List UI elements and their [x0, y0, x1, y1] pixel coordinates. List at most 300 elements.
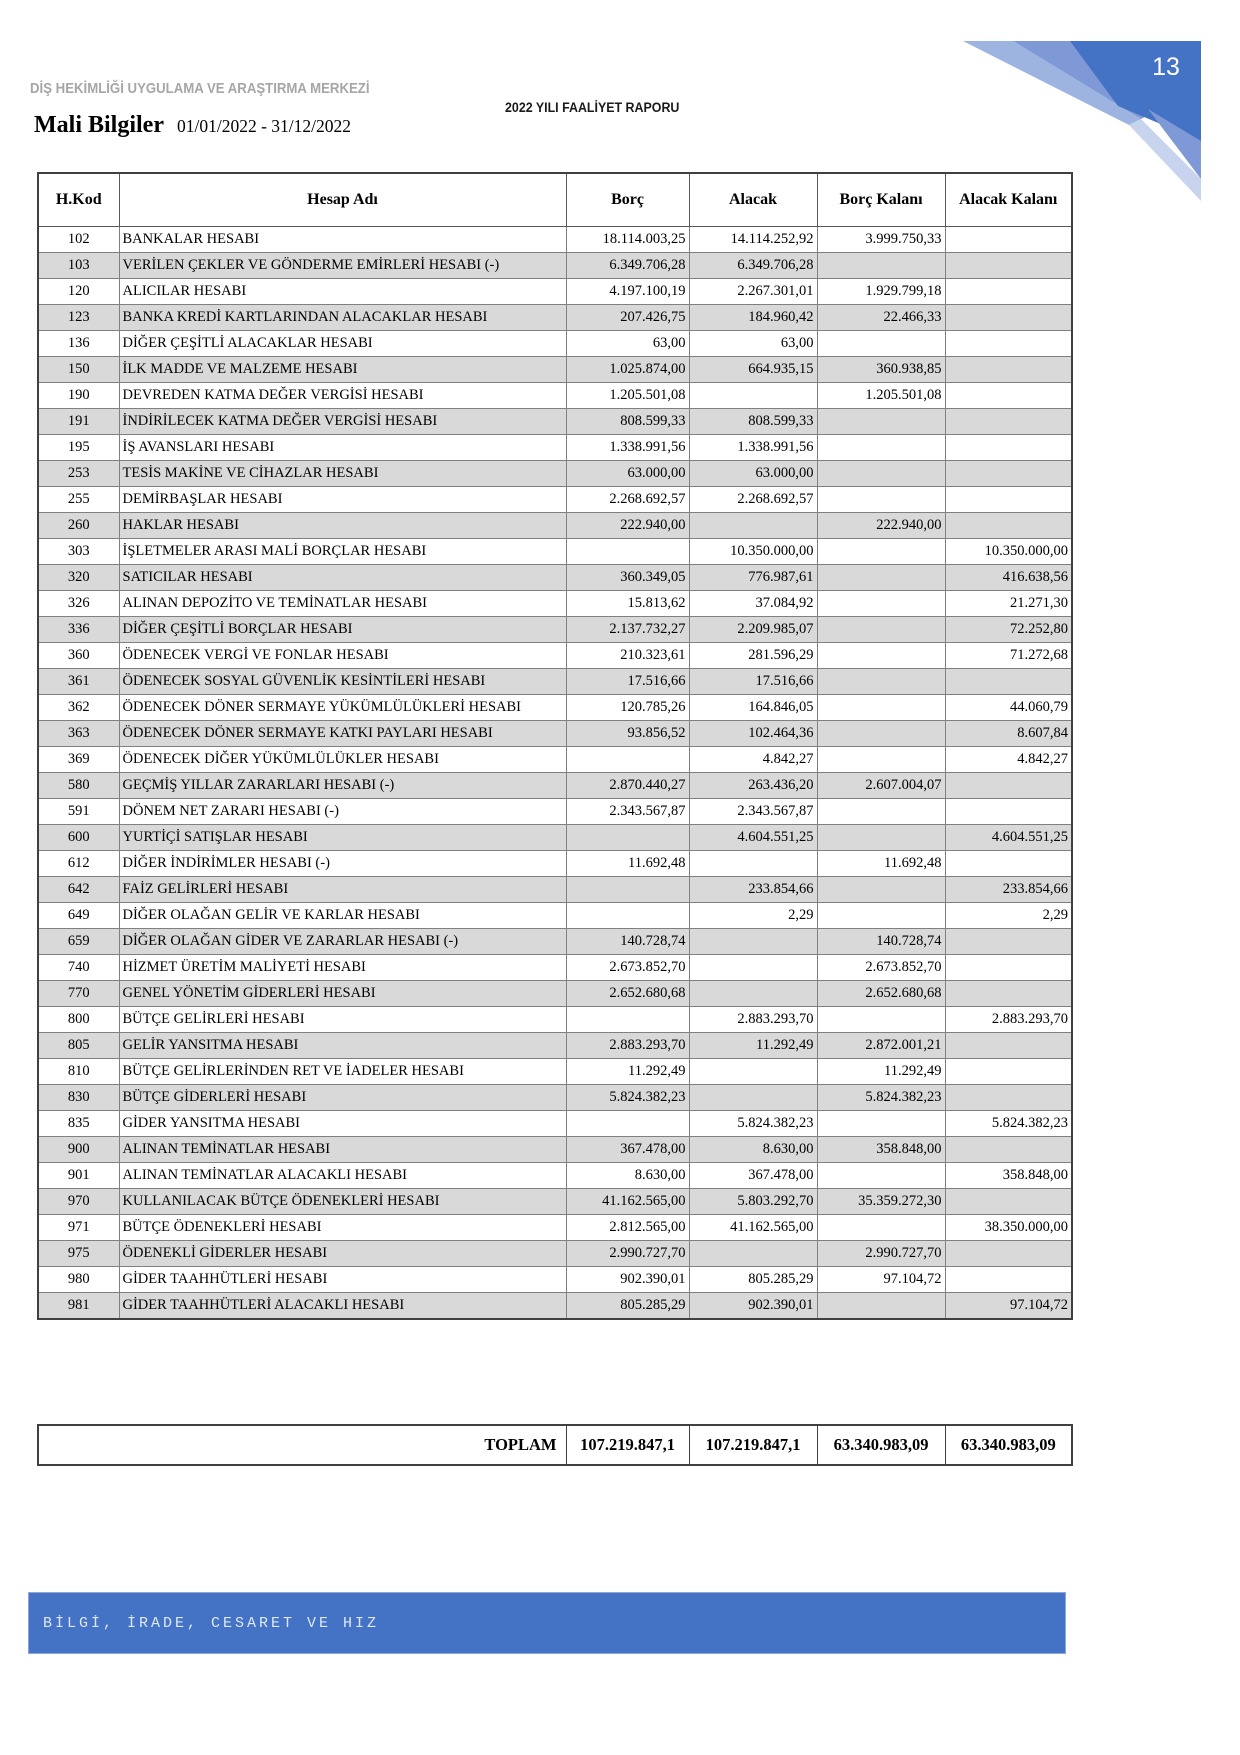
account-name: BÜTÇE GİDERLERİ HESABI: [119, 1085, 566, 1111]
borc-cell: 2.883.293,70: [566, 1033, 689, 1059]
borc-cell: 222.940,00: [566, 513, 689, 539]
borc-kalani-cell: [817, 1215, 945, 1241]
alacak-cell: 902.390,01: [689, 1293, 817, 1320]
borc-kalani-cell: 11.692,48: [817, 851, 945, 877]
borc-kalani-cell: [817, 461, 945, 487]
borc-cell: 2.673.852,70: [566, 955, 689, 981]
total-borc: 107.219.847,1: [566, 1425, 689, 1465]
alacak-cell: 2.343.567,87: [689, 799, 817, 825]
account-name: BANKALAR HESABI: [119, 227, 566, 253]
alacak-cell: 8.630,00: [689, 1137, 817, 1163]
alacak-kalani-cell: [945, 487, 1072, 513]
borc-kalani-cell: [817, 331, 945, 357]
accounts-table-body: [38, 227, 1072, 1320]
borc-kalani-cell: 22.466,33: [817, 305, 945, 331]
borc-kalani-cell: [817, 1111, 945, 1137]
account-name: ALICILAR HESABI: [119, 279, 566, 305]
table-row: [38, 1137, 1072, 1163]
alacak-cell: 664.935,15: [689, 357, 817, 383]
account-code: 303: [38, 539, 119, 565]
borc-cell: 11.292,49: [566, 1059, 689, 1085]
account-name: VERİLEN ÇEKLER VE GÖNDERME EMİRLERİ HESABI (-): [119, 253, 566, 279]
total-alacak-kalani: 63.340.983,09: [945, 1425, 1072, 1465]
table-row: [38, 1033, 1072, 1059]
table-row: [38, 1267, 1072, 1293]
borc-kalani-cell: 2.673.852,70: [817, 955, 945, 981]
borc-kalani-cell: 2.652.680,68: [817, 981, 945, 1007]
account-name: ALINAN TEMİNATLAR ALACAKLI HESABI: [119, 1163, 566, 1189]
column-header-0: H.Kod: [38, 173, 119, 227]
borc-cell: 2.990.727,70: [566, 1241, 689, 1267]
borc-kalani-cell: [817, 695, 945, 721]
table-row: [38, 565, 1072, 591]
borc-kalani-cell: [817, 1163, 945, 1189]
accounts-header-row: [38, 173, 1072, 227]
account-name: ÖDENECEK DİĞER YÜKÜMLÜLÜKLER HESABI: [119, 747, 566, 773]
account-code: 591: [38, 799, 119, 825]
borc-cell: 210.323,61: [566, 643, 689, 669]
account-name: SATICILAR HESABI: [119, 565, 566, 591]
alacak-cell: [689, 929, 817, 955]
borc-cell: [566, 903, 689, 929]
table-row: [38, 747, 1072, 773]
alacak-kalani-cell: 38.350.000,00: [945, 1215, 1072, 1241]
alacak-cell: 805.285,29: [689, 1267, 817, 1293]
account-name: YURTİÇİ SATIŞLAR HESABI: [119, 825, 566, 851]
account-code: 103: [38, 253, 119, 279]
alacak-cell: [689, 1241, 817, 1267]
borc-kalani-cell: [817, 253, 945, 279]
table-row: [38, 539, 1072, 565]
alacak-kalani-cell: [945, 955, 1072, 981]
account-code: 600: [38, 825, 119, 851]
account-code: 770: [38, 981, 119, 1007]
table-row: [38, 1293, 1072, 1320]
account-code: 900: [38, 1137, 119, 1163]
alacak-cell: 5.824.382,23: [689, 1111, 817, 1137]
borc-kalani-cell: 358.848,00: [817, 1137, 945, 1163]
account-code: 326: [38, 591, 119, 617]
account-code: 830: [38, 1085, 119, 1111]
alacak-kalani-cell: [945, 1085, 1072, 1111]
alacak-kalani-cell: [945, 1241, 1072, 1267]
alacak-kalani-cell: [945, 851, 1072, 877]
borc-cell: 63.000,00: [566, 461, 689, 487]
account-code: 260: [38, 513, 119, 539]
table-row: [38, 1215, 1072, 1241]
table-row: [38, 1085, 1072, 1111]
alacak-cell: 14.114.252,92: [689, 227, 817, 253]
alacak-cell: [689, 981, 817, 1007]
borc-cell: 120.785,26: [566, 695, 689, 721]
alacak-cell: [689, 1085, 817, 1111]
total-alacak: 107.219.847,1: [689, 1425, 817, 1465]
account-name: DİĞER ÇEŞİTLİ ALACAKLAR HESABI: [119, 331, 566, 357]
table-row: [38, 409, 1072, 435]
alacak-cell: 184.960,42: [689, 305, 817, 331]
account-code: 336: [38, 617, 119, 643]
account-name: DİĞER İNDİRİMLER HESABI (-): [119, 851, 566, 877]
account-name: BÜTÇE GELİRLERİ HESABI: [119, 1007, 566, 1033]
borc-cell: 93.856,52: [566, 721, 689, 747]
account-code: 659: [38, 929, 119, 955]
alacak-kalani-cell: [945, 383, 1072, 409]
alacak-cell: 10.350.000,00: [689, 539, 817, 565]
account-name: DÖNEM NET ZARARI HESABI (-): [119, 799, 566, 825]
borc-cell: 15.813,62: [566, 591, 689, 617]
alacak-kalani-cell: 2.883.293,70: [945, 1007, 1072, 1033]
total-borc-kalani: 63.340.983,09: [817, 1425, 945, 1465]
alacak-cell: 263.436,20: [689, 773, 817, 799]
borc-kalani-cell: 5.824.382,23: [817, 1085, 945, 1111]
borc-cell: 6.349.706,28: [566, 253, 689, 279]
table-row: [38, 591, 1072, 617]
table-row: [38, 227, 1072, 253]
table-row: [38, 669, 1072, 695]
account-name: GEÇMİŞ YILLAR ZARARLARI HESABI (-): [119, 773, 566, 799]
borc-kalani-cell: 97.104,72: [817, 1267, 945, 1293]
alacak-cell: 63,00: [689, 331, 817, 357]
borc-kalani-cell: [817, 877, 945, 903]
account-code: 970: [38, 1189, 119, 1215]
borc-kalani-cell: [817, 747, 945, 773]
section-title-row: [34, 112, 351, 139]
account-code: 612: [38, 851, 119, 877]
account-name: DEMİRBAŞLAR HESABI: [119, 487, 566, 513]
column-header-5: Alacak Kalanı: [945, 173, 1072, 227]
report-title: 2022 YILI FAALİYET RAPORU: [505, 100, 680, 115]
account-code: 980: [38, 1267, 119, 1293]
alacak-kalani-cell: [945, 1267, 1072, 1293]
table-row: [38, 955, 1072, 981]
account-name: İŞLETMELER ARASI MALİ BORÇLAR HESABI: [119, 539, 566, 565]
borc-cell: 18.114.003,25: [566, 227, 689, 253]
borc-kalani-cell: 11.292,49: [817, 1059, 945, 1085]
account-code: 369: [38, 747, 119, 773]
borc-kalani-cell: [817, 1007, 945, 1033]
alacak-kalani-cell: [945, 357, 1072, 383]
alacak-cell: 808.599,33: [689, 409, 817, 435]
borc-kalani-cell: 140.728,74: [817, 929, 945, 955]
alacak-cell: 6.349.706,28: [689, 253, 817, 279]
alacak-cell: 233.854,66: [689, 877, 817, 903]
total-label: TOPLAM: [38, 1425, 566, 1465]
org-title: DİŞ HEKİMLİĞİ UYGULAMA VE ARAŞTIRMA MERKEZİ: [30, 80, 370, 97]
borc-cell: [566, 1007, 689, 1033]
alacak-kalani-cell: [945, 279, 1072, 305]
borc-cell: 2.343.567,87: [566, 799, 689, 825]
alacak-kalani-cell: 4.604.551,25: [945, 825, 1072, 851]
account-name: GELİR YANSITMA HESABI: [119, 1033, 566, 1059]
account-code: 362: [38, 695, 119, 721]
table-row: [38, 1007, 1072, 1033]
table-row: [38, 799, 1072, 825]
alacak-cell: [689, 383, 817, 409]
account-name: GENEL YÖNETİM GİDERLERİ HESABI: [119, 981, 566, 1007]
alacak-kalani-cell: 44.060,79: [945, 695, 1072, 721]
table-row: [38, 461, 1072, 487]
alacak-cell: 2,29: [689, 903, 817, 929]
alacak-kalani-cell: 72.252,80: [945, 617, 1072, 643]
table-row: [38, 617, 1072, 643]
alacak-cell: 17.516,66: [689, 669, 817, 695]
total-row: [38, 1425, 1072, 1465]
alacak-kalani-cell: [945, 435, 1072, 461]
table-row: [38, 487, 1072, 513]
borc-kalani-cell: [817, 825, 945, 851]
account-code: 810: [38, 1059, 119, 1085]
account-name: GİDER TAAHHÜTLERİ ALACAKLI HESABI: [119, 1293, 566, 1320]
borc-kalani-cell: [817, 539, 945, 565]
borc-kalani-cell: [817, 591, 945, 617]
account-name: BÜTÇE GELİRLERİNDEN RET VE İADELER HESABI: [119, 1059, 566, 1085]
account-code: 835: [38, 1111, 119, 1137]
alacak-kalani-cell: 10.350.000,00: [945, 539, 1072, 565]
account-name: ÖDENEKLİ GİDERLER HESABI: [119, 1241, 566, 1267]
account-name: DİĞER OLAĞAN GELİR VE KARLAR HESABI: [119, 903, 566, 929]
account-code: 102: [38, 227, 119, 253]
account-code: 190: [38, 383, 119, 409]
account-code: 253: [38, 461, 119, 487]
alacak-cell: 63.000,00: [689, 461, 817, 487]
table-row: [38, 279, 1072, 305]
total-table: [37, 1424, 1073, 1466]
alacak-kalani-cell: [945, 305, 1072, 331]
account-name: BANKA KREDİ KARTLARINDAN ALACAKLAR HESABI: [119, 305, 566, 331]
account-code: 981: [38, 1293, 119, 1320]
borc-cell: 360.349,05: [566, 565, 689, 591]
alacak-kalani-cell: [945, 669, 1072, 695]
borc-cell: 808.599,33: [566, 409, 689, 435]
alacak-cell: [689, 955, 817, 981]
table-row: [38, 773, 1072, 799]
alacak-kalani-cell: [945, 253, 1072, 279]
borc-kalani-cell: 2.990.727,70: [817, 1241, 945, 1267]
column-header-3: Alacak: [689, 173, 817, 227]
borc-cell: [566, 539, 689, 565]
alacak-kalani-cell: [945, 331, 1072, 357]
alacak-cell: 5.803.292,70: [689, 1189, 817, 1215]
borc-cell: 1.025.874,00: [566, 357, 689, 383]
account-name: TESİS MAKİNE VE CİHAZLAR HESABI: [119, 461, 566, 487]
alacak-cell: [689, 851, 817, 877]
alacak-cell: 776.987,61: [689, 565, 817, 591]
account-name: İNDİRİLECEK KATMA DEĞER VERGİSİ HESABI: [119, 409, 566, 435]
alacak-cell: [689, 513, 817, 539]
borc-kalani-cell: [817, 721, 945, 747]
borc-cell: 367.478,00: [566, 1137, 689, 1163]
table-row: [38, 1059, 1072, 1085]
account-name: DİĞER OLAĞAN GİDER VE ZARARLAR HESABI (-): [119, 929, 566, 955]
account-code: 901: [38, 1163, 119, 1189]
account-name: GİDER YANSITMA HESABI: [119, 1111, 566, 1137]
alacak-cell: [689, 1059, 817, 1085]
account-name: DİĞER ÇEŞİTLİ BORÇLAR HESABI: [119, 617, 566, 643]
account-code: 580: [38, 773, 119, 799]
table-row: [38, 513, 1072, 539]
borc-kalani-cell: 2.607.004,07: [817, 773, 945, 799]
account-code: 642: [38, 877, 119, 903]
alacak-kalani-cell: 21.271,30: [945, 591, 1072, 617]
alacak-cell: 2.267.301,01: [689, 279, 817, 305]
column-header-2: Borç: [566, 173, 689, 227]
borc-cell: 805.285,29: [566, 1293, 689, 1320]
footer-motto: BİLGİ, İRADE, CESARET VE HIZ: [43, 1614, 380, 1632]
borc-cell: [566, 825, 689, 851]
account-name: GİDER TAAHHÜTLERİ HESABI: [119, 1267, 566, 1293]
borc-kalani-cell: 1.929.799,18: [817, 279, 945, 305]
alacak-kalani-cell: [945, 461, 1072, 487]
borc-cell: [566, 1111, 689, 1137]
alacak-cell: 2.268.692,57: [689, 487, 817, 513]
alacak-kalani-cell: [945, 773, 1072, 799]
borc-cell: 63,00: [566, 331, 689, 357]
table-row: [38, 331, 1072, 357]
account-code: 649: [38, 903, 119, 929]
alacak-kalani-cell: [945, 227, 1072, 253]
alacak-cell: 37.084,92: [689, 591, 817, 617]
borc-cell: 1.205.501,08: [566, 383, 689, 409]
account-name: ÖDENECEK SOSYAL GÜVENLİK KESİNTİLERİ HESABI: [119, 669, 566, 695]
table-row: [38, 383, 1072, 409]
account-code: 805: [38, 1033, 119, 1059]
borc-cell: 8.630,00: [566, 1163, 689, 1189]
table-row: [38, 1189, 1072, 1215]
account-code: 361: [38, 669, 119, 695]
alacak-kalani-cell: 4.842,27: [945, 747, 1072, 773]
table-row: [38, 695, 1072, 721]
account-name: KULLANILACAK BÜTÇE ÖDENEKLERİ HESABI: [119, 1189, 566, 1215]
account-name: HİZMET ÜRETİM MALİYETİ HESABI: [119, 955, 566, 981]
borc-kalani-cell: [817, 669, 945, 695]
borc-cell: 2.870.440,27: [566, 773, 689, 799]
alacak-kalani-cell: 233.854,66: [945, 877, 1072, 903]
alacak-kalani-cell: 358.848,00: [945, 1163, 1072, 1189]
account-code: 363: [38, 721, 119, 747]
borc-cell: 2.652.680,68: [566, 981, 689, 1007]
borc-kalani-cell: [817, 903, 945, 929]
alacak-cell: 4.604.551,25: [689, 825, 817, 851]
borc-cell: 2.812.565,00: [566, 1215, 689, 1241]
borc-kalani-cell: [817, 643, 945, 669]
account-code: 191: [38, 409, 119, 435]
account-code: 800: [38, 1007, 119, 1033]
account-name: ÖDENECEK VERGİ VE FONLAR HESABI: [119, 643, 566, 669]
account-code: 255: [38, 487, 119, 513]
alacak-kalani-cell: 2,29: [945, 903, 1072, 929]
alacak-cell: 11.292,49: [689, 1033, 817, 1059]
table-row: [38, 1241, 1072, 1267]
page-number: 13: [1152, 53, 1180, 81]
borc-cell: 4.197.100,19: [566, 279, 689, 305]
footer-banner: [28, 1592, 1066, 1654]
borc-cell: 11.692,48: [566, 851, 689, 877]
accounts-table: [37, 172, 1073, 1320]
date-range: 01/01/2022 - 31/12/2022: [176, 116, 352, 136]
account-code: 740: [38, 955, 119, 981]
table-row: [38, 1111, 1072, 1137]
column-header-1: Hesap Adı: [119, 173, 566, 227]
table-row: [38, 305, 1072, 331]
table-row: [38, 877, 1072, 903]
alacak-kalani-cell: 416.638,56: [945, 565, 1072, 591]
alacak-cell: 1.338.991,56: [689, 435, 817, 461]
borc-cell: 41.162.565,00: [566, 1189, 689, 1215]
alacak-cell: 2.883.293,70: [689, 1007, 817, 1033]
borc-cell: 5.824.382,23: [566, 1085, 689, 1111]
account-name: İLK MADDE VE MALZEME HESABI: [119, 357, 566, 383]
account-code: 123: [38, 305, 119, 331]
alacak-cell: 164.846,05: [689, 695, 817, 721]
alacak-cell: 2.209.985,07: [689, 617, 817, 643]
table-row: [38, 357, 1072, 383]
table-row: [38, 643, 1072, 669]
borc-kalani-cell: 2.872.001,21: [817, 1033, 945, 1059]
account-code: 195: [38, 435, 119, 461]
table-row: [38, 851, 1072, 877]
table-row: [38, 981, 1072, 1007]
borc-kalani-cell: [817, 617, 945, 643]
borc-cell: 207.426,75: [566, 305, 689, 331]
alacak-kalani-cell: [945, 1189, 1072, 1215]
borc-kalani-cell: 222.940,00: [817, 513, 945, 539]
account-code: 136: [38, 331, 119, 357]
account-name: ALINAN DEPOZİTO VE TEMİNATLAR HESABI: [119, 591, 566, 617]
borc-cell: [566, 747, 689, 773]
account-code: 360: [38, 643, 119, 669]
borc-kalani-cell: [817, 799, 945, 825]
alacak-kalani-cell: 71.272,68: [945, 643, 1072, 669]
alacak-cell: 367.478,00: [689, 1163, 817, 1189]
account-name: İŞ AVANSLARI HESABI: [119, 435, 566, 461]
account-name: FAİZ GELİRLERİ HESABI: [119, 877, 566, 903]
account-code: 150: [38, 357, 119, 383]
borc-kalani-cell: [817, 1293, 945, 1320]
account-code: 971: [38, 1215, 119, 1241]
alacak-kalani-cell: 8.607,84: [945, 721, 1072, 747]
account-name: DEVREDEN KATMA DEĞER VERGİSİ HESABI: [119, 383, 566, 409]
alacak-kalani-cell: 97.104,72: [945, 1293, 1072, 1320]
borc-cell: 2.137.732,27: [566, 617, 689, 643]
table-row: [38, 1163, 1072, 1189]
alacak-kalani-cell: 5.824.382,23: [945, 1111, 1072, 1137]
accounts-table-header: [38, 173, 1072, 227]
table-row: [38, 929, 1072, 955]
borc-kalani-cell: [817, 435, 945, 461]
borc-cell: [566, 877, 689, 903]
borc-cell: 902.390,01: [566, 1267, 689, 1293]
table-row: [38, 435, 1072, 461]
borc-kalani-cell: 360.938,85: [817, 357, 945, 383]
table-row: [38, 721, 1072, 747]
account-name: ÖDENECEK DÖNER SERMAYE YÜKÜMLÜLÜKLERİ HESABI: [119, 695, 566, 721]
borc-kalani-cell: 35.359.272,30: [817, 1189, 945, 1215]
alacak-kalani-cell: [945, 799, 1072, 825]
table-row: [38, 253, 1072, 279]
borc-kalani-cell: [817, 487, 945, 513]
section-title: Mali Bilgiler: [34, 112, 164, 138]
alacak-kalani-cell: [945, 409, 1072, 435]
alacak-kalani-cell: [945, 513, 1072, 539]
alacak-cell: 4.842,27: [689, 747, 817, 773]
account-code: 975: [38, 1241, 119, 1267]
alacak-kalani-cell: [945, 929, 1072, 955]
table-row: [38, 903, 1072, 929]
borc-cell: 140.728,74: [566, 929, 689, 955]
borc-kalani-cell: 3.999.750,33: [817, 227, 945, 253]
borc-cell: 1.338.991,56: [566, 435, 689, 461]
alacak-kalani-cell: [945, 1137, 1072, 1163]
